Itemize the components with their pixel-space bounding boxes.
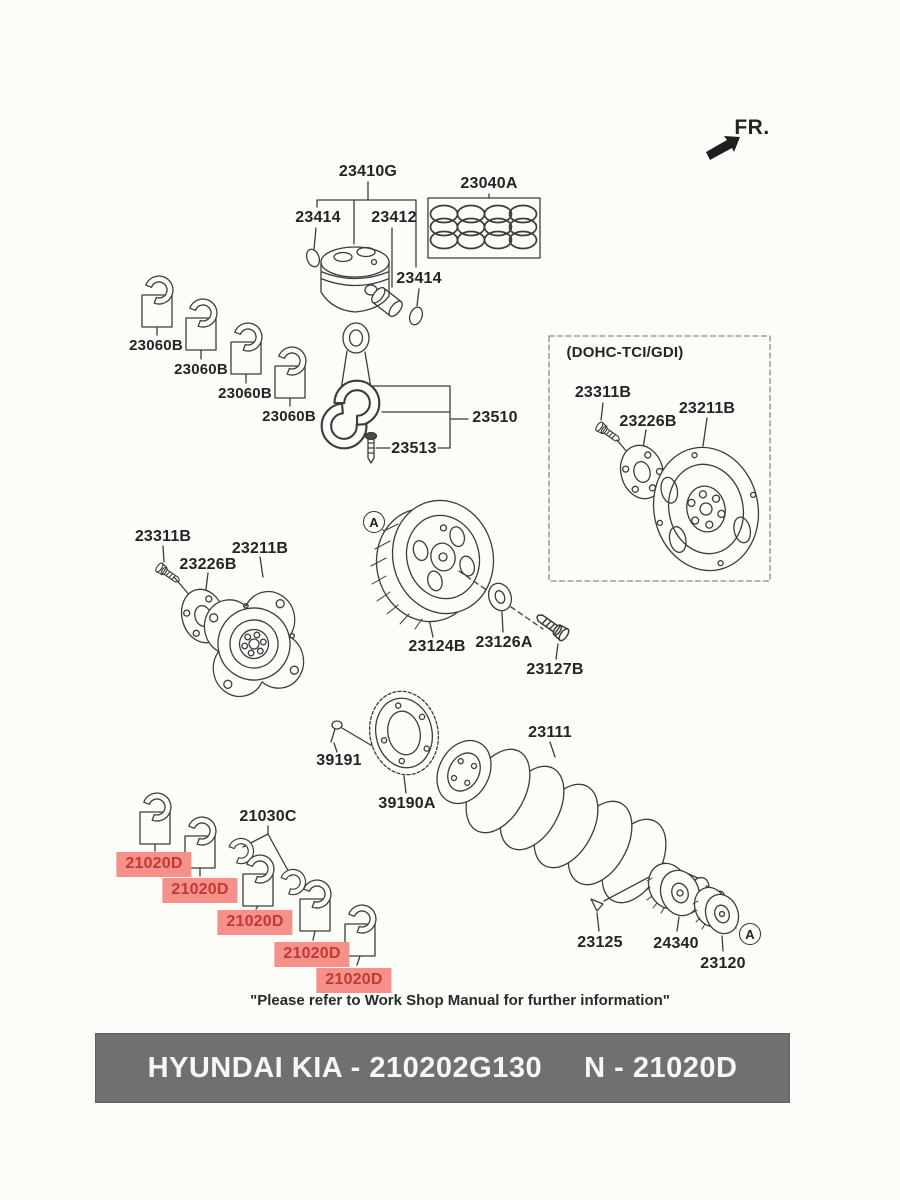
fr-label: FR.: [734, 116, 770, 139]
part-label-flexplate-bolt: 23311B: [134, 528, 192, 545]
part-label-main-bearing-2: 21020D: [162, 878, 237, 903]
part-label-sensor-screw: 39191: [316, 752, 362, 769]
part-label-snap-ring-left: 23414: [295, 209, 341, 226]
part-label-tone-wheel: 39190A: [378, 795, 436, 812]
piston-drawing: [321, 247, 389, 312]
part-label-crankshaft: 23111: [528, 724, 572, 741]
part-label-damper-pulley: 23124B: [408, 638, 466, 655]
part-label-snap-ring-right: 23414: [396, 270, 442, 287]
footer-brand-code: HYUNDAI KIA - 210202G130: [147, 1051, 543, 1084]
part-label-piston-pin: 23412: [371, 209, 417, 226]
part-label-flexplate-drive-plate: 23211B: [231, 540, 289, 557]
tone-wheel-drawing: [362, 685, 446, 781]
part-label-washer: 23126A: [475, 634, 533, 651]
part-label-rod-bearing-2: 23060B: [174, 361, 228, 378]
part-label-ring-set: 23040A: [460, 175, 518, 192]
view-marker-a-bottom: [739, 923, 761, 945]
part-label-crank-sprocket: 24340: [653, 935, 699, 952]
part-label-piston-assembly: 23410G: [338, 163, 398, 180]
part-label-main-bearing-5: 21020D: [316, 968, 391, 993]
rod-bolt-drawing: [366, 433, 377, 464]
part-label-main-bearing-1: 21020D: [116, 852, 191, 877]
footer-part-code: N - 21020D: [584, 1051, 738, 1084]
ring-set-drawing: [428, 198, 540, 258]
leader-lines-conrod: [371, 386, 468, 448]
dohc-variant-box: [549, 336, 770, 581]
part-label-main-bearing-4: 21020D: [274, 942, 349, 967]
washer-drawing: [485, 580, 515, 614]
part-label-thrust-washer: 21030C: [239, 808, 297, 825]
part-label-dohc-adapter: 23226B: [619, 413, 677, 430]
part-label-dohc-bolt: 23311B: [574, 384, 632, 401]
dohc-variant-title: (DOHC-TCI/GDI): [566, 344, 684, 361]
part-label-flexplate-adapter: 23226B: [179, 556, 237, 573]
view-marker-letter: A: [745, 926, 755, 942]
part-label-woodruff-key: 23125: [577, 934, 623, 951]
part-label-rod-bearing-4: 23060B: [262, 408, 316, 425]
sensor-screw-drawing: [331, 721, 374, 752]
part-label-rod-bearing-1: 23060B: [129, 337, 183, 354]
part-label-dohc-drive-plate: 23211B: [678, 400, 736, 417]
footer-part-bar: [95, 1033, 790, 1103]
view-marker-a-top: [363, 511, 385, 533]
pulley-bolt-drawing: [534, 611, 571, 643]
part-label-rod-bolt: 23513: [391, 440, 437, 457]
snap-ring-left-drawing: [304, 247, 321, 268]
part-label-main-bearing-3: 21020D: [217, 910, 292, 935]
part-label-rod-bearing-3: 23060B: [218, 385, 272, 402]
part-label-pulley-bolt: 23127B: [526, 661, 584, 678]
part-label-connecting-rod: 23510: [472, 409, 518, 426]
workshop-note: "Please refer to Work Shop Manual for further information": [250, 992, 670, 1009]
snap-ring-right-drawing: [407, 305, 424, 326]
pulley-drawing: [364, 489, 506, 633]
view-marker-letter: A: [369, 514, 379, 530]
part-label-crank-gear: 23120: [700, 955, 746, 972]
